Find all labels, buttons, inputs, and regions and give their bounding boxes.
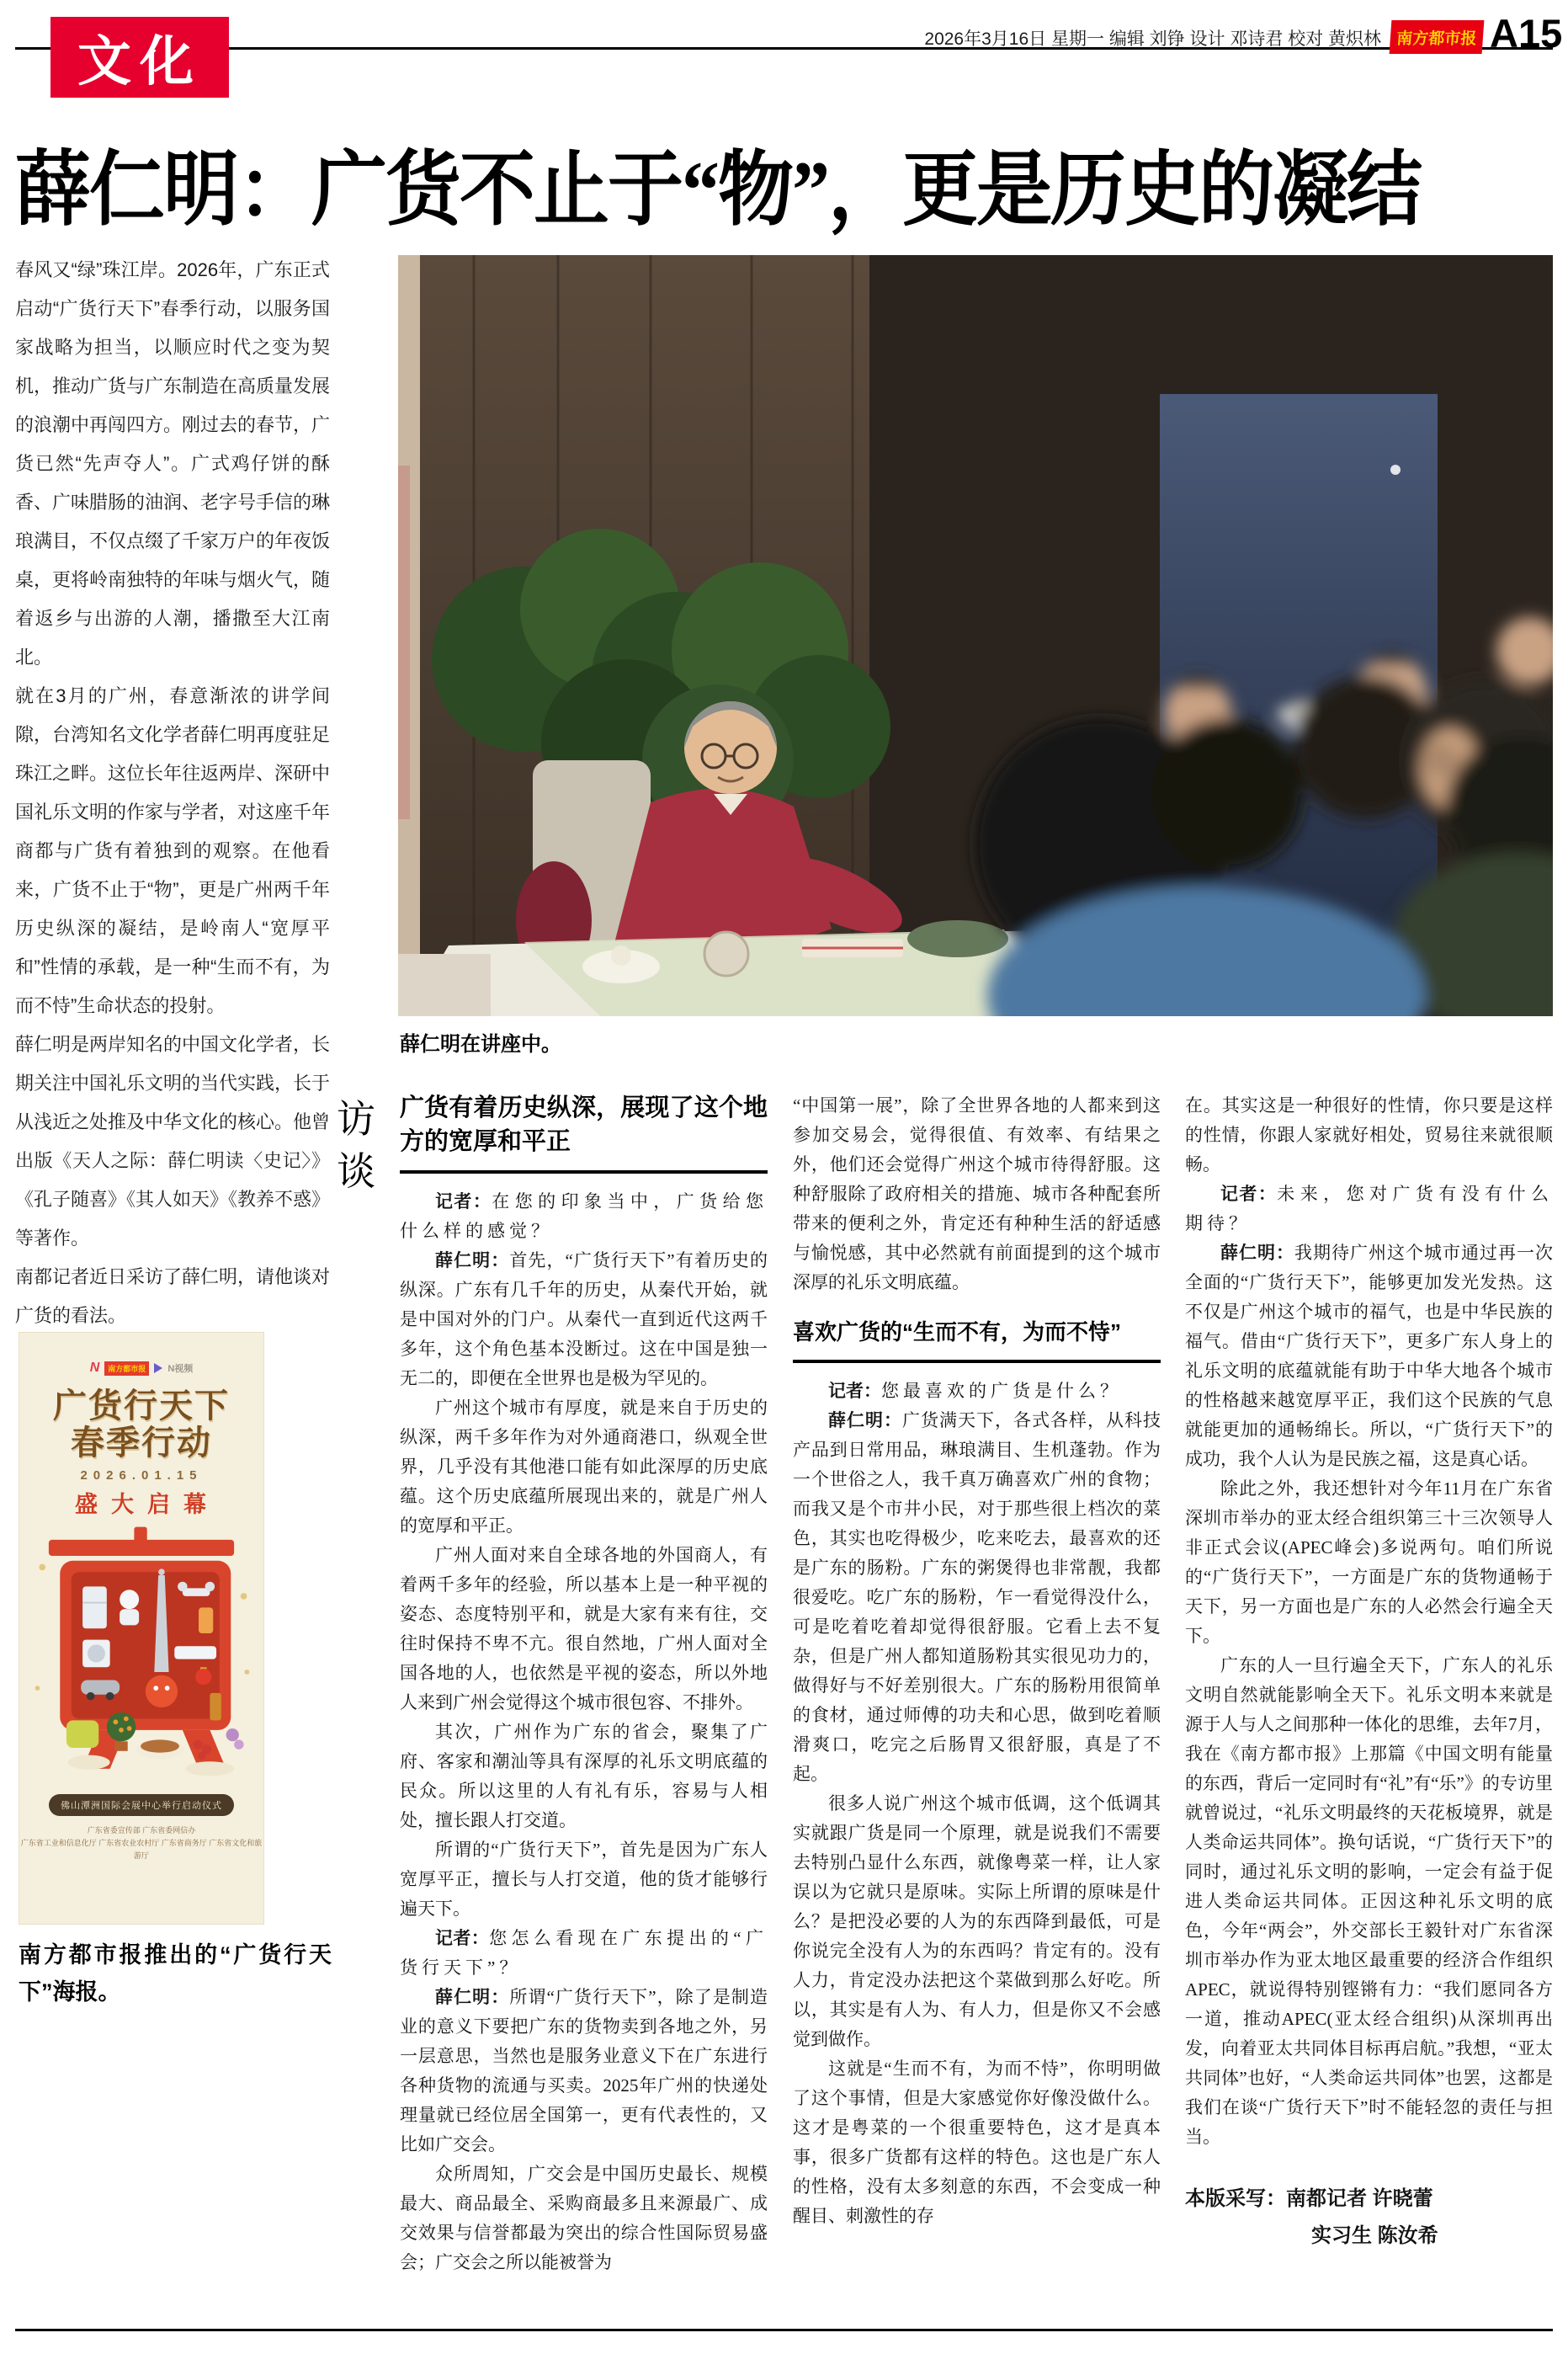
page-number: A15 — [1490, 11, 1563, 56]
poster-title-line2: 春季行动 — [71, 1425, 212, 1462]
paragraph: 众所周知，广交会是中国历史最长、规模最大、商品最全、采购商最多且来源最广、成交效果与信誉都最为突出的综合性国际贸易盛会；广交会之所以能被誉为 — [400, 2164, 768, 2272]
qa-question: 记者：在您的印象当中，广货给您什么样的感觉？ — [400, 1191, 768, 1241]
qa-question: 记者：未来，您对广货有没有什么期待？ — [1185, 1184, 1554, 1233]
article-column-2 — [793, 1091, 1161, 2231]
qa-question: 记者：您最喜欢的广货是什么？ — [828, 1381, 1122, 1401]
intro-paragraph: 南都记者近日采访了薛仁明，请他谈对广货的看法。 — [15, 1266, 331, 1326]
poster-opening: 盛大启幕 — [75, 1492, 220, 1517]
article-column-3 — [1185, 1091, 1553, 2255]
heading-rule — [793, 1360, 1161, 1363]
poster-graphic — [19, 1519, 263, 1785]
paragraph: 其次，广州作为广东的省会，聚集了广府、客家和潮汕等具有深厚的礼乐文明底蕴的民众。所以这里的人有礼有乐，容易与人相处，擅长跟人打交道。 — [400, 1722, 768, 1830]
qa-answer: 薛仁明：所谓“广货行天下”，除了是制造业的意义下要把广东的货物卖到各地之外，另一层意思，当然也是服务业意义下在广东进行各种货物的流通与买卖。2025年广州的快递处理量就已经位居全国第一，更有代表性的，又比如广交会。 — [400, 1987, 768, 2154]
paragraph: 广东的人一旦行遍全天下，广东人的礼乐文明自然就能影响全天下。礼乐文明本来就是源于人与人之间那种一体化的思维，去年7月，我在《南方都市报》上那篇《中国文明有能量的东西，背后一定同时有“礼”有“乐”》的专访里就曾说过，“礼乐文明最终的天花板境界，就是人类命运共同体”。换句话说，“广货行天下”的同时，通过礼乐文明的影响，一定会有益于促进人类命运共同体。正因这种礼乐文明的底色，今年“两会”，外交部长王毅针对广东省深圳市举办作为亚太地区最重要的经济合作组织APEC，就说得特别铿锵有力：“我们愿同各方一道，推动APEC(亚太经合组织)从深圳再出发，向着亚太共同体目标再启航。”我想，“亚太共同体”也好，“人类命运共同体”也罢，这都是我们在谈“广货行天下”时不能轻忽的责任与担当。 — [1185, 1655, 1553, 2147]
intro-paragraph: 薛仁明是两岸知名的中国文化学者，长期关注中国礼乐文明的当代实践，长于从浅近之处推及中华文化的核心。他曾出版《天人之际：薛仁明读〈史记〉》《孔子随喜》《其人如天》《教养不惑》等著作。 — [15, 1034, 331, 1249]
campaign-poster — [19, 1332, 264, 1925]
article-column-1 — [400, 1091, 768, 2277]
paragraph: 除此之外，我还想针对今年11月在广东省深圳市举办的亚太经合组织第三十三次领导人非正式会议(APEC峰会)多说两句。咱们所说的“广货行天下”，一方面是广东的货物通畅于天下，另一方面也是广东的人必然会行遍全天下。 — [1185, 1478, 1553, 1646]
dateline: 2026年3月16日 星期一 编辑 刘铮 设计 邓诗君 校对 黄炽林 — [924, 29, 1381, 49]
byline-credits: 本版采写：南都记者 许晓蕾 实习生 陈汝希 — [1185, 2187, 1438, 2247]
qa-question: 记者：您怎么看现在广东提出的“广货行天下”？ — [400, 1928, 768, 1978]
paragraph: 这就是“生而不有，为而不恃”，你明明做了这个事情，但是大家感觉你好像没做什么。这才是粤菜的一个很重要特色，这才是真本事，很多广货都有这样的特色。这也是广东人的性格，没有太多刻意的东西，不会变成一种醒目、刺激性的存 — [793, 2058, 1161, 2226]
intro-paragraph: 春风又“绿”珠江岸。2026年，广东正式启动“广货行天下”春季行动，以服务国家战略为担当，以顺应时代之变为契机，推动广货与广东制造在高质量发展的浪潮中再闯四方。刚过去的春节，广货已然“先声夺人”。广式鸡仔饼的酥香、广味腊肠的油润、老字号手信的琳琅满目，不仅点缀了千家万户的年夜饭桌，更将岭南独特的年味与烟火气，随着返乡与出游的人潮，播撒至大江南北。 — [15, 259, 331, 668]
heading-rule — [400, 1170, 768, 1174]
poster-title-line1: 广货行天下 — [53, 1387, 230, 1425]
section-label: 文化 — [50, 17, 229, 98]
photo-caption: 薛仁明在讲座中。 — [400, 1033, 561, 1056]
paragraph: 在。其实这是一种很好的性情，你只要是这样的性情，你跟人家就好相处，贸易往来就很顺畅。 — [1185, 1095, 1553, 1174]
nvideo-logo: N视频 — [167, 1364, 194, 1374]
paragraph: 所谓的“广货行天下”，首先是因为广东人宽厚平正，擅长与人打交道，他的货才能够行遍天下。 — [400, 1840, 768, 1919]
poster-organizers: 广东省委宣传部 广东省委网信办 广东省工业和信息化厅 广东省农业农村厅 广东省商务厅 广东省文化和旅游厅 — [20, 1826, 263, 1860]
qa-answer: 薛仁明：首先，“广货行天下”有着历史的纵深。广东有几千年的历史，从秦代开始，就是中国对外的门户。从秦代一直到近代这两千多年，这个角色基本没断过。这在中国是独一无二的，即便在全世界也是极为罕见的。 — [400, 1250, 768, 1388]
main-headline: 薛仁明：广货不止于“物”，更是历史的凝结 — [15, 146, 1421, 236]
paragraph: 很多人说广州这个城市低调，这个低调其实就跟广货是同一个原理，就是说我们不需要去特别凸显什么东西，就像粤菜一样，让人家误以为它就只是原味。实际上所谓的原味是什么？是把没必要的人为的东西降到最低，可是你说完全没有人为的东西吗？肯定有的。没有人力，肯定没办法把这个菜做到那么好吃。所以，其实是有人为、有人力，但是你又不会感觉到做作。 — [793, 1793, 1161, 2049]
poster-caption: 南方都市报推出的“广货行天下”海报。 — [19, 1942, 332, 2005]
interview-label: 访 谈 — [337, 1097, 375, 1193]
paragraph: 广州这个城市有厚度，就是来自于历史的纵深，两千多年作为对外通商港口，纵观全世界，几乎没有其他港口能有如此深厚的历史底蕴。这个历史底蕴所展现出来的，就是广州人的宽厚和平正。 — [400, 1398, 768, 1536]
paragraph: “中国第一展”，除了全世界各地的人都来到这参加交易会，觉得很值、有效率、有结果之外，他们还会觉得广州这个城市待得舒服。这种舒服除了政府相关的措施、城市各种配套所带来的便利之外，肯定还有种种生活的舒适感与愉悦感，其中必然就有前面提到的这个城市深厚的礼乐文明底蕴。 — [793, 1095, 1161, 1292]
qa-answer: 薛仁明：我期待广州这个城市通过再一次全面的“广货行天下”，能够更加发光发热。这不仅是广州这个城市的福气，也是中华民族的福气。借由“广货行天下”，更多广东人身上的礼乐文明的底蕴就能有助于中华大地各个城市的性格越来越宽厚平正，我们这个民族的气息就能更加的通畅绵长。所以，“广货行天下”的成功，我个人认为是民族之福，这是真心话。 — [1185, 1243, 1553, 1469]
lecture-photo — [398, 255, 1553, 1016]
intro-column — [15, 251, 330, 1335]
intro-paragraph: 就在3月的广州，春意渐浓的讲学间隙，台湾知名文化学者薛仁明再度驻足珠江之畔。这位长年往返两岸、深研中国礼乐文明的作家与学者，对这座千年商都与广货有着独到的观察。在他看来，广货不止于“物”，更是广州两千年历史纵深的凝结，是岭南人“宽厚平和”性情的承载，是一种“生而不有，为而不恃”生命状态的投射。 — [15, 685, 331, 1016]
qa-answer: 薛仁明：广货满天下，各式各样，从科技产品到日常用品，琳琅满目、生机蓬勃。作为一个世俗之人，我千真万确喜欢广州的食物；而我又是个市井小民，对于那些很上档次的菜色，其实也吃得极少，吃来吃去，最喜欢的还是广东的肠粉。广东的粥煲得也非常靓，我都很爱吃。吃广东的肠粉，乍一看觉得没什么，可是吃着吃着却觉得很舒服。它看上去不复杂，但是广州人都知道肠粉其实很见功力的，做得好与不好差别很大。广东的肠粉用很简单的食材，通过师傅的功夫和心思，做到吃着顺滑爽口，吃完之后肠胃又很舒服，真是了不起。 — [793, 1410, 1161, 1784]
section-heading: 喜欢广货的“生而不有，为而不恃” — [793, 1319, 1122, 1345]
poster-logos — [19, 1361, 264, 1376]
nd-logo-icon: N — [89, 1361, 100, 1375]
brand-logo: 南方都市报 — [104, 1361, 149, 1376]
masthead-logo: 南方都市报 — [1390, 20, 1485, 54]
section-heading: 广货有着历史纵深，展现了这个地方的宽厚和平正 — [400, 1094, 768, 1155]
poster-venue-badge: 佛山潭洲国际会展中心举行启动仪式 — [49, 1794, 234, 1816]
footer-rule — [15, 2329, 1553, 2331]
paragraph: 广州人面对来自全球各地的外国商人，有着两千多年的经验，所以基本上是一种平视的姿态、态度特别平和，就是大家有来有往，交往时保持不卑不亢。很自然地，广州人面对全国各地的人，也依然是平视的姿态，所以外地人来到广州会觉得这个城市很包容、不排外。 — [400, 1545, 768, 1712]
poster-date: 2026.01.15 — [80, 1468, 203, 1483]
play-icon — [154, 1363, 162, 1373]
